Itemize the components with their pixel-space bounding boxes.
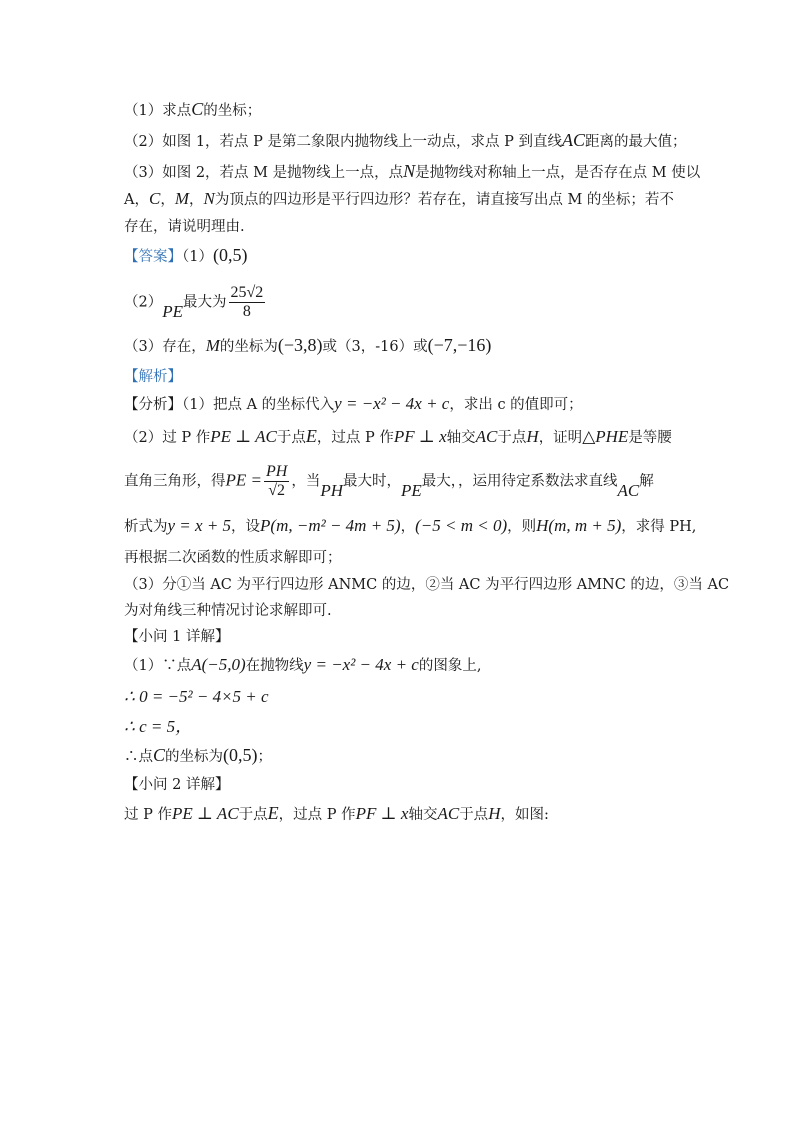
fx2b-pe: PE = (225, 470, 262, 490)
fx3b-text: 为对角线三种情况讨论求解即可. (124, 603, 332, 619)
question-3-line-3 (124, 216, 245, 238)
q3c-text: 存在，请说明理由. (124, 219, 245, 235)
q2-text: （2）如图 1，若点 P 是第二象限内抛物线上一动点，求点 P 到直线 (124, 134, 563, 150)
s2a-pf: PF ⊥ x (355, 804, 409, 823)
s2a-t3: 轴交 (408, 807, 438, 823)
s1a-t1: 在抛物线 (245, 658, 304, 674)
fx2a-t2: ，过点 P 作 (316, 430, 394, 446)
s1d-t: 的坐标为 (165, 749, 224, 765)
sub-1-heading (124, 626, 229, 648)
ans2-pe: PE (162, 301, 184, 321)
q1-point: C (191, 99, 204, 119)
question-3-line-2: A，C，M，N为顶点的四边形是平行四边形？若存在，请直接写出点 M 的坐标；若不 (124, 189, 674, 208)
fx-line-6 (124, 574, 729, 596)
ans3-text: 的坐标为 (219, 339, 278, 355)
s2a-h: H (488, 804, 501, 823)
ans2-denominator: 8 (242, 303, 251, 320)
s2a-t5: ，如图: (500, 807, 549, 823)
s1d-end: ； (257, 749, 273, 765)
q3b-a: A， (124, 192, 149, 208)
fx-line-1 (124, 393, 583, 416)
q2-line: AC (562, 130, 586, 150)
s1d-value: (0,5) (223, 745, 258, 765)
q3b-n: N (203, 189, 215, 208)
fx-line-7 (124, 600, 332, 622)
fx2c-text: 析式为 (124, 519, 168, 535)
sub2-tag: 【小问 2 详解】 (124, 777, 230, 793)
fx2a-t3: 轴交 (446, 430, 476, 446)
ans1-value: (0,5) (212, 245, 248, 265)
fx2a-text: （2）过 P 作 (124, 430, 211, 446)
s1c-equation: ∴ c = 5， (124, 717, 193, 736)
fx2c-t1: ，设 (231, 519, 261, 535)
q3b-m: M (174, 189, 189, 208)
fx2d-text: 再根据二次函数的性质求解即可； (124, 550, 342, 566)
s1-line-1 (124, 654, 481, 677)
ans1-label: （1） (182, 249, 213, 265)
fx2a-h: H (526, 427, 539, 446)
s2-line-1 (124, 802, 549, 826)
ans3-or: 或（3，-16）或 (322, 339, 428, 355)
s1d-text: ∴点 (124, 749, 153, 765)
q1-text: （1）求点 (124, 103, 192, 119)
q3a-end: 是抛物线对称轴上一点，是否存在点 M 使以 (415, 165, 701, 181)
fx2b-fraction (264, 463, 289, 500)
sub-2-heading (124, 774, 229, 796)
answer-tag: 【答案】 (124, 249, 182, 265)
ans3-value-2: (−7,−16) (427, 335, 492, 355)
fx2a-t5: ，证明 (538, 430, 583, 446)
fx2a-t1: 于点 (276, 430, 306, 446)
fx2c-point-p: P(m, −m² − 4m + 5) (260, 516, 401, 535)
s2a-ac: AC (437, 804, 460, 823)
q1-end: 的坐标； (203, 103, 262, 119)
fx2b-t2: 最大时， (343, 473, 401, 490)
fx2c-point-h: H(m, m + 5) (536, 516, 622, 535)
fx2b-ac: AC (617, 480, 640, 500)
s1a-t2: 的图象上, (418, 658, 482, 674)
fx2c-range: (−5 < m < 0) (415, 516, 508, 535)
ans2-label: （2） (124, 294, 163, 311)
answer-line-1 (124, 244, 247, 268)
fx2a-e: E (305, 426, 317, 446)
q3b-c: C (148, 189, 161, 208)
fx2b-t3: 最大，，运用待定系数法求直线 (421, 473, 618, 490)
question-2 (124, 129, 687, 153)
fx2b-numerator: PH (266, 463, 288, 480)
fx1-text: （1）把点 A 的坐标代入 (182, 397, 335, 413)
fx-line-4 (124, 515, 696, 538)
s2a-e: E (267, 803, 279, 823)
fx2a-triangle: △PHE (582, 427, 629, 446)
fx3a-text: （3）分①当 AC 为平行四边形 ANMC 的边，②当 AC 为平行四边形 AMNC 的边，③当 AC (124, 577, 730, 593)
s2a-pe: PE ⊥ AC (171, 804, 239, 823)
fx2a-t4: 于点 (497, 430, 527, 446)
s1a-equation: y = −x² − 4x + c (303, 655, 419, 674)
ans2-text: 最大为 (183, 294, 227, 311)
fx2b-t1: ，当 (291, 473, 321, 490)
q2-end: 距离的最大值； (585, 134, 687, 150)
s1a-text: （1）∵点 (124, 658, 192, 674)
q3a-n: N (403, 161, 416, 181)
analysis-heading (124, 366, 182, 388)
s1a-point: A(−5,0) (191, 655, 246, 674)
s2a-t2: ，过点 P 作 (278, 807, 356, 823)
fx2a-ac: AC (475, 427, 498, 446)
fx2b-pe2: PE (401, 480, 422, 500)
ans2-fraction (229, 284, 266, 321)
s1d-c: C (153, 745, 166, 765)
q3a-text: （3）如图 2，若点 M 是抛物线上一点，点 (124, 165, 404, 181)
fx-line-5 (124, 547, 342, 569)
fx2b-text: 直角三角形，得 (124, 473, 226, 490)
ans3-m: M (205, 336, 220, 355)
ans2-numerator: 25√2 (230, 284, 264, 301)
sub1-tag: 【小问 1 详解】 (124, 629, 230, 645)
question-1 (124, 98, 261, 122)
fx2a-pf: PF ⊥ x (393, 427, 447, 446)
fx2a-pe: PE ⊥ AC (210, 427, 277, 446)
s1b-equation: ∴ 0 = −5² − 4×5 + c (124, 687, 269, 706)
fx2a-t6: 是等腰 (628, 430, 672, 446)
fx1-end: ，求出 c 的值即可； (449, 397, 583, 413)
analysis-tag: 【解析】 (124, 369, 182, 385)
fx2b-ph: PH (320, 480, 343, 500)
s2a-text: 过 P 作 (124, 807, 172, 823)
s2a-t4: 于点 (459, 807, 489, 823)
s2a-t1: 于点 (238, 807, 268, 823)
q3b-end: 为顶点的四边形是平行四边形？若存在，请直接写出点 M 的坐标；若不 (214, 192, 674, 208)
answer-line-3 (124, 334, 491, 358)
fx2c-equation: y = x + 5 (167, 516, 232, 535)
ans3-label: （3）存在， (124, 339, 206, 355)
s1-line-4 (124, 744, 272, 768)
fx2b-t4: 解 (639, 473, 654, 490)
fx2c-t4: ，求得 PH, (621, 519, 697, 535)
question-3-line-1 (124, 160, 700, 184)
fx1-equation: y = −x² − 4x + c (334, 394, 450, 413)
fx-line-2 (124, 425, 672, 449)
s1-line-2 (124, 686, 269, 709)
fx-line-3 (124, 463, 654, 500)
s1-line-3 (124, 716, 192, 739)
ans3-value-1: (−3,8) (277, 335, 323, 355)
fx2c-t3: ，则 (507, 519, 537, 535)
fx2b-denominator: √2 (268, 482, 286, 499)
fx-tag: 【分析】 (124, 397, 182, 413)
answer-line-2 (124, 284, 267, 321)
fx2c-t2: ， (400, 519, 416, 535)
